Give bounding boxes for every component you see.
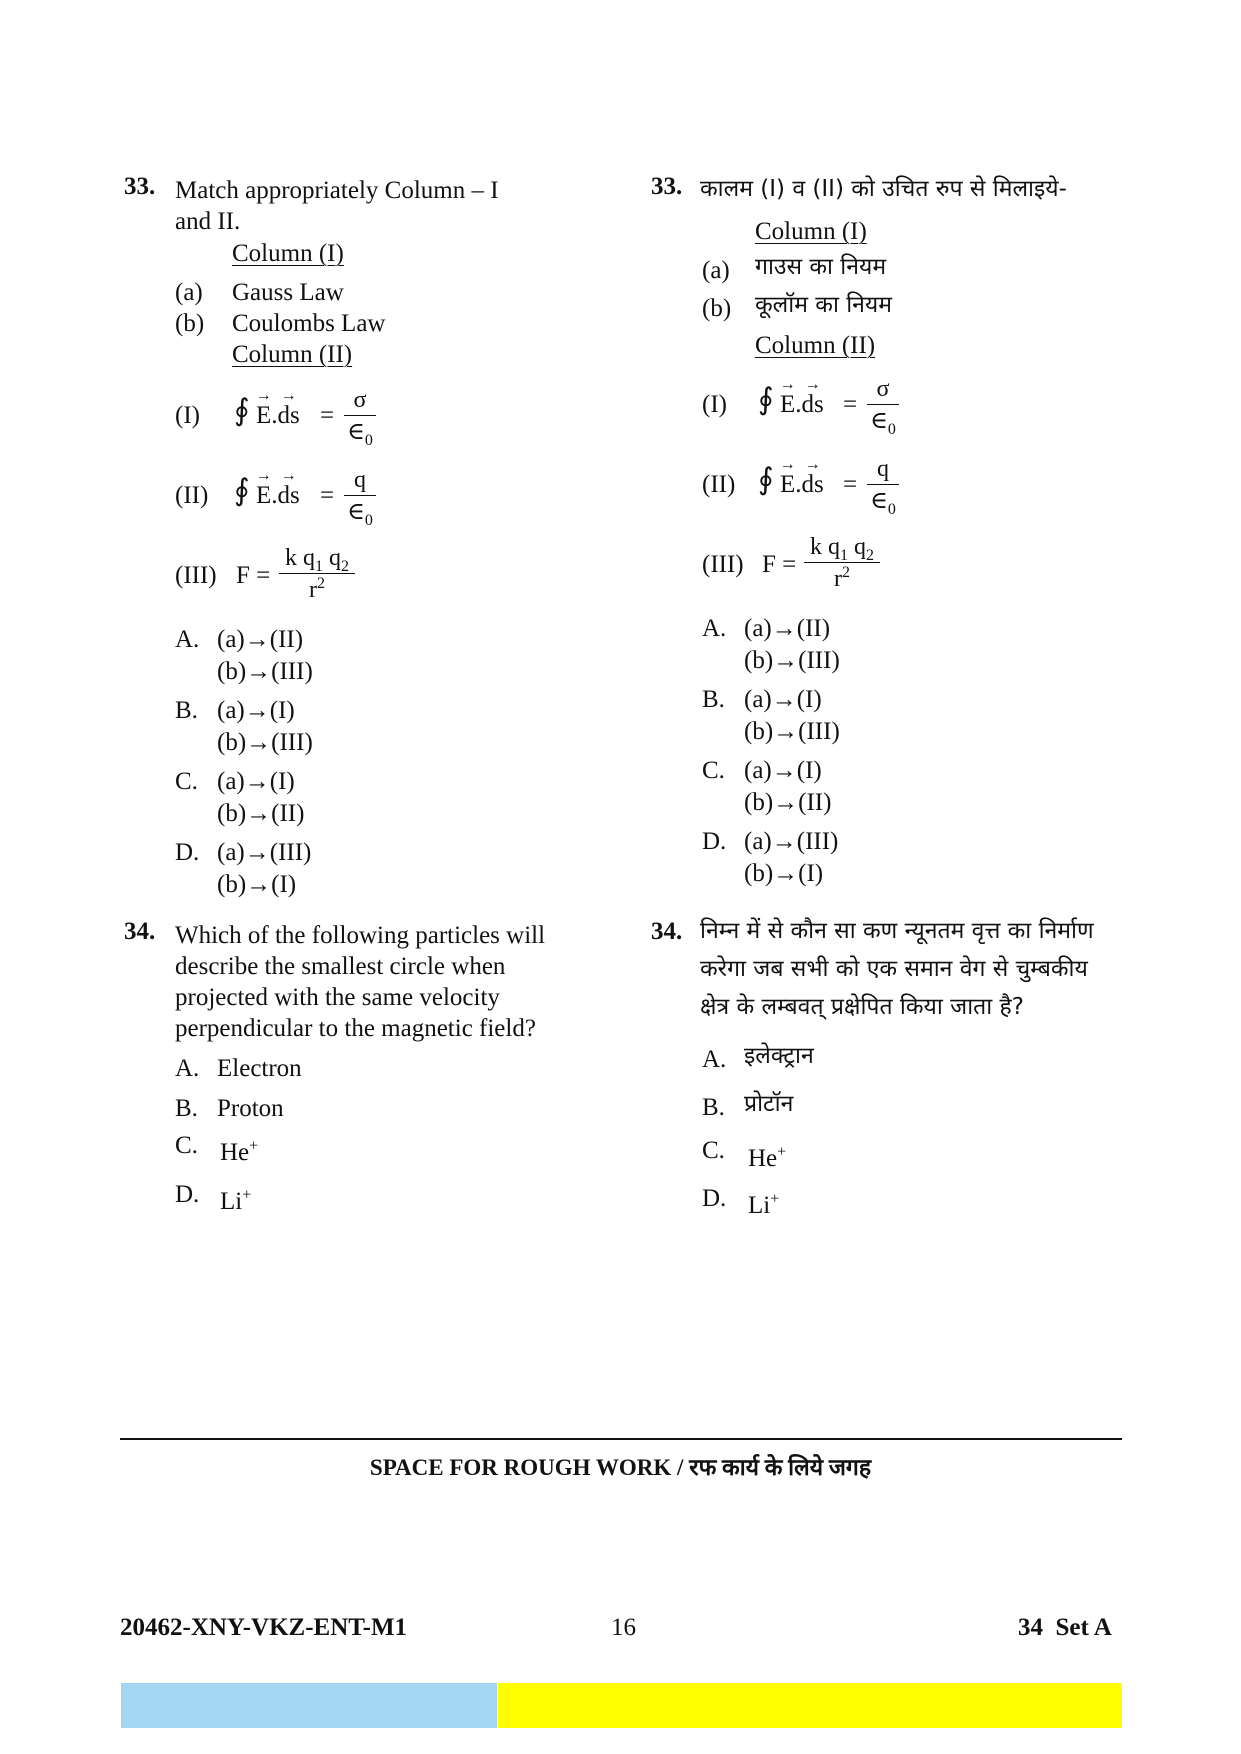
denominator: $\in_0$	[870, 488, 896, 518]
option-letter: A.	[702, 615, 727, 642]
rough-work-divider	[120, 1438, 1122, 1440]
option-text: (a)→(I)	[744, 757, 822, 784]
paper-code: 20462-XNY-VKZ-ENT-M1	[120, 1614, 408, 1641]
option-text: (b)→(III)	[217, 658, 313, 685]
option-text: (b)→(III)	[744, 718, 840, 745]
vector-e: → E	[256, 403, 271, 428]
numerator: σ	[876, 376, 890, 402]
fraction	[279, 546, 355, 602]
set-label: 34 Set A	[1018, 1614, 1112, 1641]
vector-e: → E	[780, 472, 795, 497]
equation-label: (III)	[702, 551, 744, 578]
denominator: $\in_0$	[870, 408, 896, 438]
vector-e: → E	[780, 392, 795, 417]
option-letter: C.	[702, 1137, 725, 1164]
question-number: 34.	[651, 918, 683, 945]
option-letter: B.	[702, 686, 725, 713]
question-number: 33.	[651, 173, 683, 200]
fraction	[867, 376, 899, 438]
item-label: (b)	[175, 310, 205, 337]
option-text: (b)→(II)	[744, 789, 832, 816]
equals-sign: =	[320, 482, 335, 509]
option-letter: D.	[175, 839, 200, 866]
dot-operator: .	[795, 471, 802, 498]
question-text: describe the smallest circle when	[175, 953, 506, 980]
equals-sign: =	[320, 402, 335, 429]
dot-operator: .	[795, 391, 802, 418]
option-text: Li+	[220, 1186, 252, 1215]
item-text: Gauss Law	[232, 279, 344, 306]
option-text: (b)→(I)	[217, 871, 297, 898]
equation-lhs	[256, 483, 300, 508]
option-letter: A.	[702, 1046, 727, 1073]
question-text: करेगा जब सभी को एक समान वेग से चुम्बकीय	[700, 956, 1088, 982]
option-letter: D.	[702, 1185, 727, 1212]
equation-lhs: F =	[762, 551, 797, 578]
fraction	[804, 535, 880, 591]
option-letter: C.	[175, 1132, 198, 1159]
option-text: (a)→(I)	[217, 768, 295, 795]
item-label: (a)	[702, 257, 730, 284]
item-label: (b)	[702, 295, 732, 322]
equation-label: (I)	[175, 402, 200, 429]
option-letter: C.	[702, 757, 725, 784]
option-letter: A.	[175, 1055, 200, 1082]
option-letter: C.	[175, 768, 198, 795]
option-text: इलेक्ट्रान	[744, 1043, 814, 1069]
option-text: (a)→(II)	[217, 626, 304, 653]
fraction	[344, 467, 376, 529]
option-text: (a)→(I)	[744, 686, 822, 713]
item-text: गाउस का नियम	[755, 254, 887, 280]
option-text: Li+	[748, 1190, 780, 1219]
equation-lhs	[780, 392, 824, 417]
option-text: Electron	[217, 1055, 302, 1082]
dot-operator: .	[271, 402, 278, 429]
dot-operator: .	[271, 482, 278, 509]
numerator: q	[877, 456, 889, 482]
question-number: 34.	[124, 918, 156, 945]
question-text: कालम (I) व (II) को उचित रुप से मिलाइये-	[700, 176, 1067, 202]
option-text: (b)→(I)	[744, 860, 824, 887]
option-text: (b)→(III)	[217, 729, 313, 756]
integral-symbol: ∮	[234, 474, 250, 507]
denominator: $\in_0$	[347, 419, 373, 449]
equation-lhs: F =	[236, 562, 271, 589]
option-text: (a)→(I)	[217, 697, 295, 724]
numerator: q	[354, 467, 366, 493]
denominator: $r^2$	[834, 564, 850, 592]
item-text: कूलॉम का नियम	[755, 292, 893, 318]
option-text: (b)→(III)	[744, 647, 840, 674]
question-text: and II.	[175, 208, 241, 235]
option-letter: B.	[175, 1095, 198, 1122]
option-text: (a)→(II)	[744, 615, 831, 642]
equation-lhs	[780, 472, 824, 497]
integral-symbol: ∮	[758, 383, 774, 416]
question-text: perpendicular to the magnetic field?	[175, 1015, 536, 1042]
equals-sign: =	[843, 471, 858, 498]
vector-ds: → ds	[802, 392, 824, 417]
equation-lhs	[256, 403, 300, 428]
option-letter: D.	[175, 1181, 200, 1208]
vector-ds: → ds	[278, 483, 300, 508]
equation-label: (II)	[702, 471, 736, 498]
question-text: Which of the following particles will	[175, 922, 546, 949]
column-heading: Column (II)	[755, 332, 876, 359]
question-text: projected with the same velocity	[175, 984, 500, 1011]
option-letter: B.	[175, 697, 198, 724]
column-heading: Column (I)	[232, 240, 344, 267]
equals-sign: =	[843, 391, 858, 418]
question-text: क्षेत्र के लम्बवत् प्रक्षेपित किया जाता है?	[700, 994, 1024, 1020]
color-bar-yellow	[498, 1683, 1122, 1728]
option-letter: B.	[702, 1094, 725, 1121]
vector-e: → E	[256, 483, 271, 508]
fraction	[344, 387, 376, 449]
color-bar-blue	[121, 1683, 497, 1728]
option-text: प्रोटॉन	[744, 1091, 794, 1117]
option-text: (a)→(III)	[217, 839, 312, 866]
equation-label: (I)	[702, 391, 727, 418]
question-number: 33.	[124, 173, 156, 200]
option-text: He+	[220, 1137, 259, 1166]
equation-label: (II)	[175, 482, 209, 509]
integral-symbol: ∮	[758, 463, 774, 496]
option-letter: A.	[175, 626, 200, 653]
question-text: Match appropriately Column – I	[175, 177, 499, 204]
item-label: (a)	[175, 279, 203, 306]
equation-label: (III)	[175, 562, 217, 589]
column-heading: Column (I)	[755, 218, 867, 245]
item-text: Coulombs Law	[232, 310, 386, 337]
numerator: k $q_1$ $q_2$	[285, 545, 349, 575]
numerator: k $q_1$ $q_2$	[810, 534, 874, 564]
vector-ds: → ds	[278, 403, 300, 428]
denominator: $r^2$	[309, 575, 325, 603]
option-letter: D.	[702, 828, 727, 855]
numerator: σ	[353, 387, 367, 413]
rough-work-label: SPACE FOR ROUGH WORK / रफ कार्य के लिये जगह	[369, 1455, 872, 1480]
question-text: निम्न में से कौन सा कण न्यूनतम वृत्त का निर्माण	[700, 918, 1094, 944]
page-number: 16	[611, 1614, 636, 1641]
integral-symbol: ∮	[234, 394, 250, 427]
fraction	[867, 456, 899, 518]
option-text: He+	[748, 1143, 787, 1172]
option-text: (a)→(III)	[744, 828, 839, 855]
column-heading: Column (II)	[232, 341, 353, 368]
denominator: $\in_0$	[347, 499, 373, 529]
vector-ds: → ds	[802, 472, 824, 497]
option-text: Proton	[217, 1095, 284, 1122]
option-text: (b)→(II)	[217, 800, 305, 827]
